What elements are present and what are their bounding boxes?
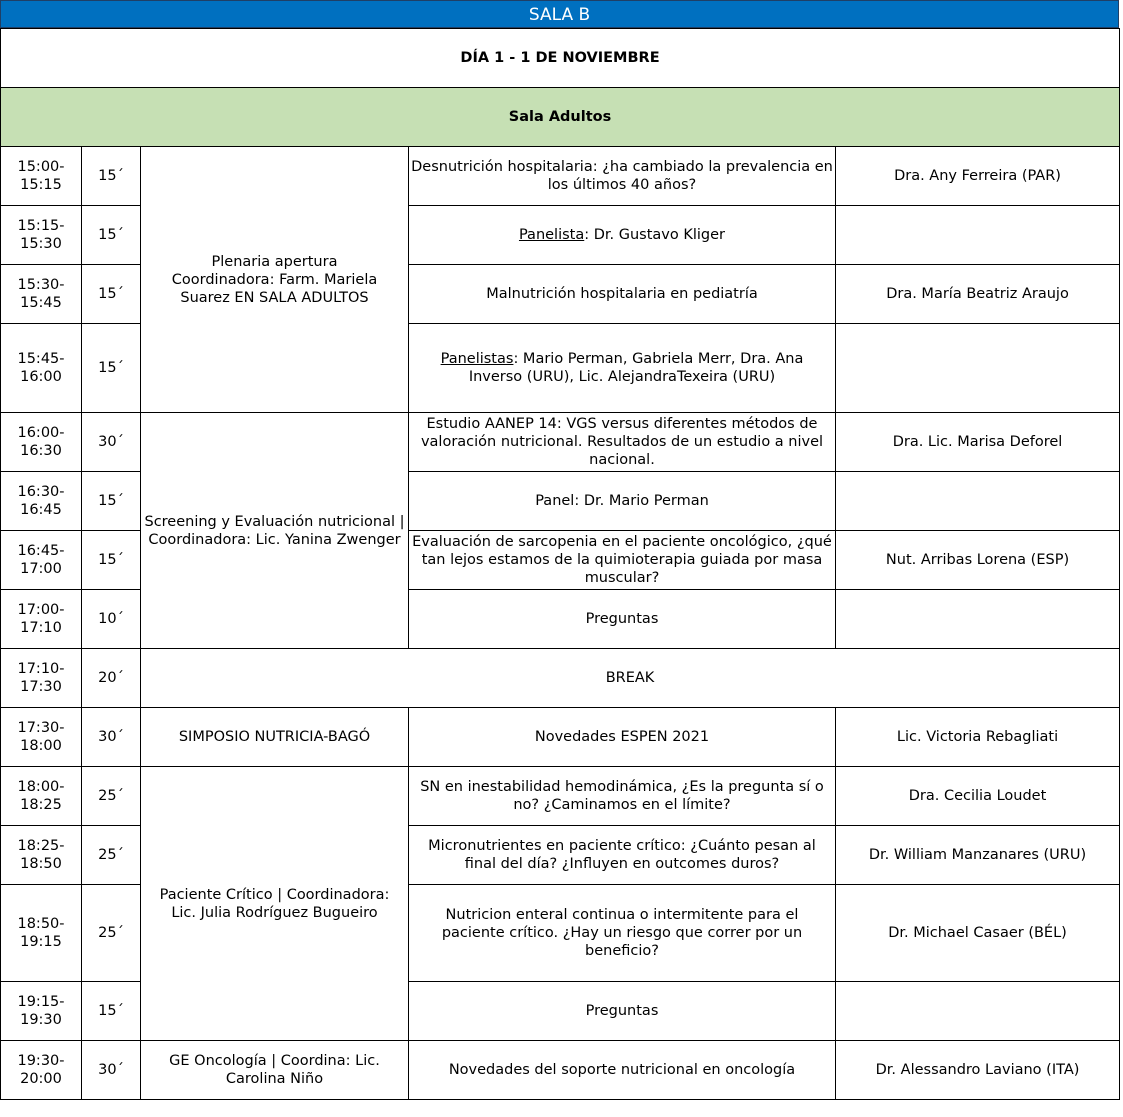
time-cell: 19:30-20:00 bbox=[1, 1041, 82, 1100]
duration-cell: 10´ bbox=[82, 590, 141, 649]
duration-cell: 15´ bbox=[82, 982, 141, 1041]
talk-cell bbox=[409, 206, 836, 265]
day-row bbox=[1, 29, 1120, 88]
table-row bbox=[1, 708, 1120, 767]
talk-cell: SN en inestabilidad hemodinámica, ¿Es la pregunta sí o no? ¿Caminamos en el límite? bbox=[409, 767, 836, 826]
duration-cell: 15´ bbox=[82, 324, 141, 413]
table-row bbox=[1, 649, 1120, 708]
talk-cell: Desnutrición hospitalaria: ¿ha cambiado la prevalencia en los últimos 40 años? bbox=[409, 147, 836, 206]
table-row bbox=[1, 1041, 1120, 1100]
speaker-cell: Lic. Victoria Rebagliati bbox=[836, 708, 1120, 767]
block-oncologia: GE Oncología | Coordina: Lic. Carolina Niño bbox=[141, 1041, 409, 1100]
panel-label: Panelista bbox=[518, 227, 585, 243]
panel-names: : Dr. Gustavo Kliger bbox=[584, 227, 726, 243]
speaker-cell bbox=[836, 324, 1120, 413]
duration-cell: 15´ bbox=[82, 147, 141, 206]
time-cell: 18:00-18:25 bbox=[1, 767, 82, 826]
speaker-cell bbox=[836, 472, 1120, 531]
time-cell: 15:00-15:15 bbox=[1, 147, 82, 206]
talk-cell: Malnutrición hospitalaria en pediatría bbox=[409, 265, 836, 324]
day-heading: DÍA 1 - 1 DE NOVIEMBRE bbox=[1, 29, 1120, 88]
time-cell: 16:30-16:45 bbox=[1, 472, 82, 531]
time-cell: 17:30-18:00 bbox=[1, 708, 82, 767]
section-heading: Sala Adultos bbox=[1, 88, 1120, 147]
speaker-cell: Nut. Arribas Lorena (ESP) bbox=[836, 531, 1120, 590]
talk-cell: Novedades del soporte nutricional en oncología bbox=[409, 1041, 836, 1100]
panel-label: Panelistas bbox=[440, 351, 514, 367]
time-cell: 17:00-17:10 bbox=[1, 590, 82, 649]
speaker-cell: Dra. Cecilia Loudet bbox=[836, 767, 1120, 826]
speaker-cell: Dra. Any Ferreira (PAR) bbox=[836, 147, 1120, 206]
table-row bbox=[1, 767, 1120, 826]
talk-cell: Micronutrientes en paciente crítico: ¿Cuánto pesan al final del día? ¿Influyen en outcomes duros? bbox=[409, 826, 836, 885]
panel-names: : Mario Perman, Gabriela Merr, Dra. Ana Inverso (URU), Lic. AlejandraTexeira (URU) bbox=[468, 351, 804, 385]
duration-cell: 30´ bbox=[82, 413, 141, 472]
talk-cell: Preguntas bbox=[409, 590, 836, 649]
duration-cell: 15´ bbox=[82, 472, 141, 531]
duration-cell: 25´ bbox=[82, 826, 141, 885]
block-simposio: SIMPOSIO NUTRICIA-BAGÓ bbox=[141, 708, 409, 767]
duration-cell: 15´ bbox=[82, 531, 141, 590]
speaker-cell: Dr. William Manzanares (URU) bbox=[836, 826, 1120, 885]
time-cell: 15:15-15:30 bbox=[1, 206, 82, 265]
sala-title: SALA B bbox=[0, 0, 1119, 28]
speaker-cell bbox=[836, 590, 1120, 649]
time-cell: 15:45-16:00 bbox=[1, 324, 82, 413]
speaker-cell: Dr. Alessandro Laviano (ITA) bbox=[836, 1041, 1120, 1100]
block-plenaria: Plenaria apertura Coordinadora: Farm. Mariela Suarez EN SALA ADULTOS bbox=[141, 147, 409, 413]
duration-cell: 30´ bbox=[82, 1041, 141, 1100]
duration-cell: 15´ bbox=[82, 206, 141, 265]
table-row bbox=[1, 413, 1120, 472]
duration-cell: 15´ bbox=[82, 265, 141, 324]
time-cell: 16:00-16:30 bbox=[1, 413, 82, 472]
time-cell: 16:45-17:00 bbox=[1, 531, 82, 590]
talk-cell bbox=[409, 324, 836, 413]
time-cell: 17:10-17:30 bbox=[1, 649, 82, 708]
break-cell: BREAK bbox=[141, 649, 1120, 708]
talk-cell: Novedades ESPEN 2021 bbox=[409, 708, 836, 767]
talk-cell: Panel: Dr. Mario Perman bbox=[409, 472, 836, 531]
speaker-cell: Dra. María Beatriz Araujo bbox=[836, 265, 1120, 324]
time-cell: 19:15-19:30 bbox=[1, 982, 82, 1041]
duration-cell: 30´ bbox=[82, 708, 141, 767]
speaker-cell: Dr. Michael Casaer (BÉL) bbox=[836, 885, 1120, 982]
talk-cell: Evaluación de sarcopenia en el paciente oncológico, ¿qué tan lejos estamos de la quimioterapia guiada por masa muscular? bbox=[409, 531, 836, 590]
speaker-cell bbox=[836, 982, 1120, 1041]
section-row bbox=[1, 88, 1120, 147]
block-critico: Paciente Crítico | Coordinadora: Lic. Julia Rodríguez Bugueiro bbox=[141, 767, 409, 1041]
talk-cell: Preguntas bbox=[409, 982, 836, 1041]
block-screening: Screening y Evaluación nutricional | Coordinadora: Lic. Yanina Zwenger bbox=[141, 413, 409, 649]
duration-cell: 20´ bbox=[82, 649, 141, 708]
time-cell: 15:30-15:45 bbox=[1, 265, 82, 324]
speaker-cell bbox=[836, 206, 1120, 265]
talk-cell: Estudio AANEP 14: VGS versus diferentes métodos de valoración nutricional. Resultados de un estudio a nivel nacional. bbox=[409, 413, 836, 472]
speaker-cell: Dra. Lic. Marisa Deforel bbox=[836, 413, 1120, 472]
talk-cell: Nutricion enteral continua o intermitente para el paciente crítico. ¿Hay un riesgo que correr por un beneficio? bbox=[409, 885, 836, 982]
duration-cell: 25´ bbox=[82, 885, 141, 982]
table-row bbox=[1, 147, 1120, 206]
duration-cell: 25´ bbox=[82, 767, 141, 826]
schedule-table bbox=[0, 28, 1120, 1100]
time-cell: 18:25-18:50 bbox=[1, 826, 82, 885]
time-cell: 18:50-19:15 bbox=[1, 885, 82, 982]
